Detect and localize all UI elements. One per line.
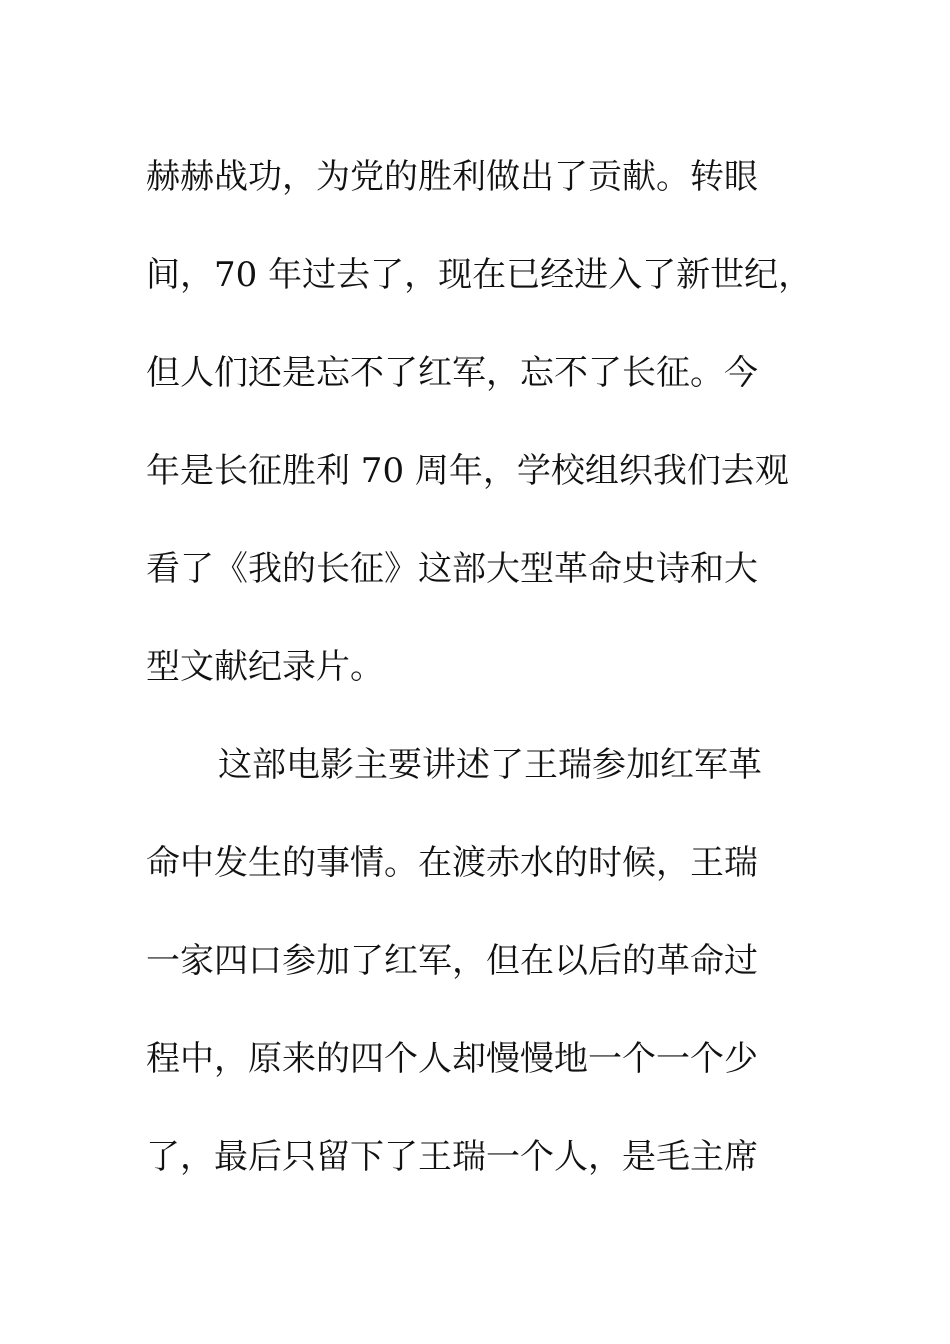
text-line: 年是长征胜利 70 周年，学校组织我们去观 (146, 451, 789, 491)
body-text (146, 128, 846, 1206)
text-line: 看了《我的长征》这部大型革命史诗和大 (146, 549, 758, 589)
paragraph-start-line: 这部电影主要讲述了王瑞参加红军革 (218, 745, 762, 785)
text-line: 命中发生的事情。在渡赤水的时候，王瑞 (146, 843, 758, 883)
text-line: 赫赫战功，为党的胜利做出了贡献。转眼 (146, 157, 758, 197)
text-line: 了，最后只留下了王瑞一个人，是毛主席 (146, 1137, 758, 1177)
text-line: 但人们还是忘不了红军，忘不了长征。今 (146, 353, 758, 393)
text-line: 型文献纪录片。 (146, 647, 384, 687)
text-line: 程中，原来的四个人却慢慢地一个一个少 (146, 1039, 758, 1079)
text-line: 一家四口参加了红军，但在以后的革命过 (146, 941, 758, 981)
text-line: 间，70 年过去了，现在已经进入了新世纪， (146, 255, 813, 295)
